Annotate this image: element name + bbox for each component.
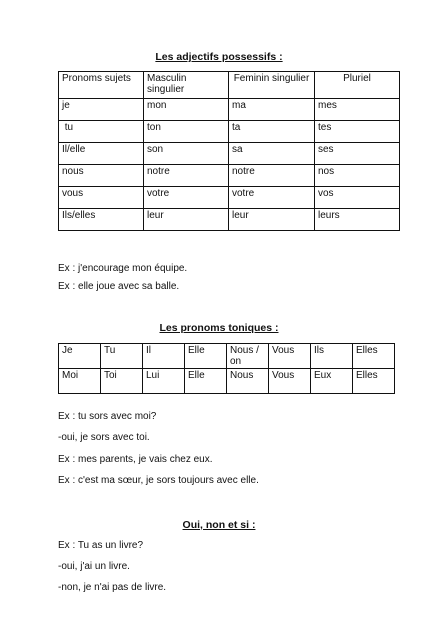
table-row: [59, 99, 400, 121]
column-header: Masculin singulier: [144, 72, 229, 99]
section-title-tonic-pronouns: Les pronoms toniques :: [159, 322, 279, 334]
table-cell: Je: [59, 344, 101, 369]
column-header: Pluriel: [315, 72, 400, 99]
tonic-pronouns-table: [58, 343, 395, 394]
table-cell: tes: [315, 121, 400, 143]
table-cell: Elles: [353, 369, 395, 394]
table-cell: votre: [229, 187, 315, 209]
table-cell: leur: [229, 209, 315, 231]
table-cell: vous: [59, 187, 144, 209]
table-cell: ta: [229, 121, 315, 143]
table-row: [59, 187, 400, 209]
table-cell: notre: [144, 165, 229, 187]
table-row: [59, 369, 395, 394]
table-row: [59, 143, 400, 165]
table-cell: je: [59, 99, 144, 121]
table-cell: nos: [315, 165, 400, 187]
example-line: Ex : Tu as un livre?: [58, 540, 144, 551]
table-cell: leurs: [315, 209, 400, 231]
table-cell: Moi: [59, 369, 101, 394]
table-cell: vos: [315, 187, 400, 209]
example-line: Ex : c'est ma sœur, je sors toujours avec elle.: [58, 475, 259, 486]
table-cell: leur: [144, 209, 229, 231]
table-row: [59, 344, 395, 369]
table-cell: Eux: [311, 369, 353, 394]
table-cell: Lui: [143, 369, 185, 394]
table-cell: Ils: [311, 344, 353, 369]
table-header-row: [59, 72, 400, 99]
example-line: Ex : mes parents, je vais chez eux.: [58, 454, 213, 465]
table-cell: Ils/elles: [59, 209, 144, 231]
possessive-adjectives-table: [58, 71, 400, 231]
table-row: [59, 121, 400, 143]
table-cell: sa: [229, 143, 315, 165]
example-line: Ex : elle joue avec sa balle.: [58, 281, 180, 292]
example-line: Ex : j'encourage mon équipe.: [58, 263, 188, 274]
table-cell: ses: [315, 143, 400, 165]
column-header: Pronoms sujets: [59, 72, 144, 99]
table-row: [59, 209, 400, 231]
table-cell: Il: [143, 344, 185, 369]
table-cell: mes: [315, 99, 400, 121]
table-cell: ton: [144, 121, 229, 143]
section-title-possessive-adjectives: Les adjectifs possessifs :: [155, 51, 283, 63]
table-cell: Vous: [269, 344, 311, 369]
table-cell: Toi: [101, 369, 143, 394]
table-cell: Nous / on: [227, 344, 269, 369]
column-header: Feminin singulier: [229, 72, 315, 99]
table-cell: mon: [144, 99, 229, 121]
table-cell: Il/elle: [59, 143, 144, 165]
table-row: [59, 165, 400, 187]
table-cell: Elle: [185, 344, 227, 369]
example-line: -non, je n'ai pas de livre.: [58, 582, 167, 593]
section-title-oui-non-si: Oui, non et si :: [182, 519, 256, 531]
table-cell: Vous: [269, 369, 311, 394]
table-cell: ma: [229, 99, 315, 121]
table-cell: Nous: [227, 369, 269, 394]
table-cell: tu: [59, 121, 144, 143]
table-cell: Elles: [353, 344, 395, 369]
table-cell: Elle: [185, 369, 227, 394]
table-cell: Tu: [101, 344, 143, 369]
example-line: Ex : tu sors avec moi?: [58, 411, 157, 422]
example-line: -oui, j'ai un livre.: [58, 561, 130, 572]
table-cell: nous: [59, 165, 144, 187]
table-cell: notre: [229, 165, 315, 187]
table-cell: votre: [144, 187, 229, 209]
table-cell: son: [144, 143, 229, 165]
example-line: -oui, je sors avec toi.: [58, 432, 150, 443]
